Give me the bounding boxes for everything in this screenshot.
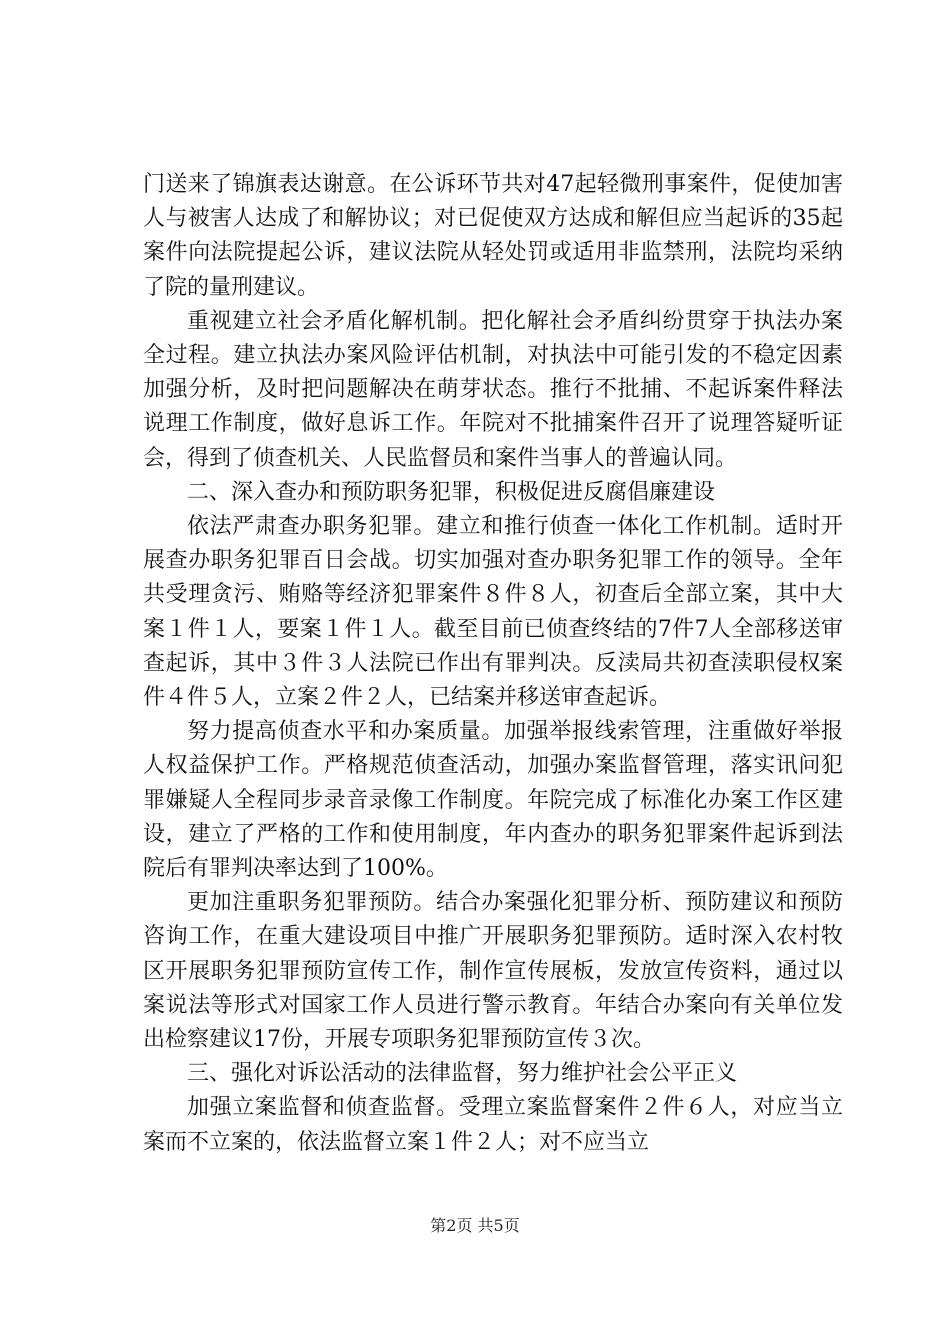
paragraph-continuation: 门送来了锦旗表达谢意。在公诉环节共对47起轻微刑事案件，促使加害人与被害人达成了和解协议；对已促使双方达成和解但应当起诉的35起案件向法院提起公诉，建议法院从轻处罚或适用非监禁刑，法院均采纳了院的量刑建议。	[143, 172, 843, 300]
paragraph-investigation: 依法严肃查办职务犯罪。建立和推行侦查一体化工作机制。适时开展查办职务犯罪百日会战。切实加强对查办职务犯罪工作的领导。全年共受理贪污、贿赂等经济犯罪案件８件８人，初查后全部立案，其中大案１件１人，要案１件１人。截至目前已侦查终结的7件7人全部移送审查起诉，其中３件３人法院已作出有罪判决。反渎局共初查渎职侵权案件４件５人，立案２件２人，已结案并移送审查起诉。	[143, 514, 843, 711]
paragraph-case-quality: 努力提高侦查水平和办案质量。加强举报线索管理，注重做好举报人权益保护工作。严格规范侦查活动，加强办案监督管理，落实讯问犯罪嫌疑人全程同步录音录像工作制度。年院完成了标准化办案工作区建设，建立了严格的工作和使用制度，年内查办的职务犯罪案件起诉到法院后有罪判决率达到了100%。	[143, 719, 843, 882]
section-heading-2: 二、深入查办和预防职务犯罪，积极促进反腐倡廉建设	[187, 479, 716, 505]
document-body	[143, 168, 843, 1160]
section-heading-3: 三、强化对诉讼活动的法律监督，努力维护社会公平正义	[187, 1061, 738, 1087]
page-number-footer: 第2页 共5页	[430, 1216, 520, 1235]
paragraph-prevention: 更加注重职务犯罪预防。结合办案强化犯罪分析、预防建议和预防咨询工作，在重大建设项目中推广开展职务犯罪预防。适时深入农村牧区开展职务犯罪预防宣传工作，制作宣传展板，发放宣传资料，通过以案说法等形式对国家工作人员进行警示教育。年结合办案向有关单位发出检察建议17份，开展专项职务犯罪预防宣传３次。	[143, 890, 843, 1053]
paragraph-supervision: 加强立案监督和侦查监督。受理立案监督案件２件６人，对应当立案而不立案的，依法监督立案１件２人；对不应当立	[143, 1095, 843, 1155]
paragraph-conflict-resolution: 重视建立社会矛盾化解机制。把化解社会矛盾纠纷贯穿于执法办案全过程。建立执法办案风险评估机制，对执法中可能引发的不稳定因素加强分析，及时把问题解决在萌芽状态。推行不批捕、不起诉案件释法说理工作制度，做好息诉工作。年院对不批捕案件召开了说理答疑听证会，得到了侦查机关、人民监督员和案件当事人的普遍认同。	[143, 308, 843, 471]
